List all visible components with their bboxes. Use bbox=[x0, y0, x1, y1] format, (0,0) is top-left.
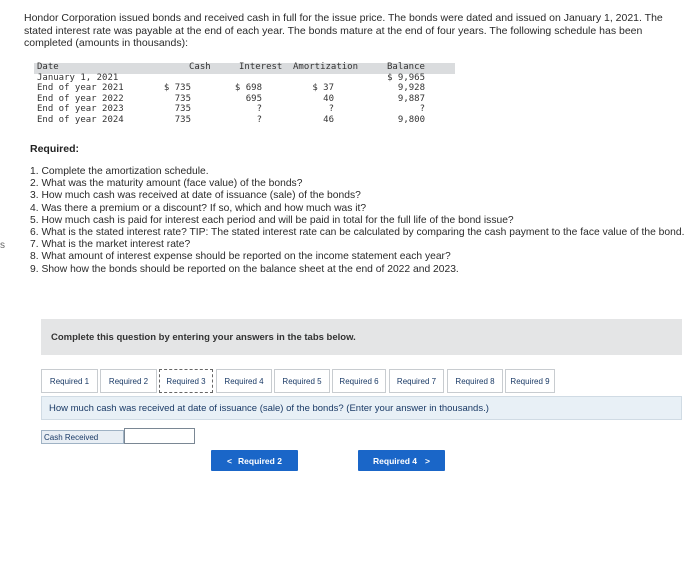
chevron-right-icon: > bbox=[424, 455, 430, 466]
question-item: 2. What was the maturity amount (face value) of the bonds? bbox=[30, 178, 303, 190]
cash-received-label: Cash Received bbox=[41, 430, 124, 444]
schedule-cell-cash: 735 bbox=[174, 93, 191, 104]
schedule-cell-amortization: 46 bbox=[323, 114, 334, 125]
schedule-cell-balance: $ 9,965 bbox=[387, 72, 425, 83]
schedule-cell-balance: 9,800 bbox=[397, 114, 425, 125]
problem-intro: Hondor Corporation issued bonds and received cash in full for the issue price. The bonds were dated and issued on January 1, 2021. The stated interest rate was payable at the end of each year. The bonds mature at the end of four years. The following schedule has been completed (amounts in thousands): bbox=[24, 12, 663, 49]
tab-required-3[interactable]: Required 3 bbox=[159, 369, 213, 393]
instruction-banner bbox=[41, 319, 682, 355]
header-balance: Balance bbox=[387, 62, 425, 72]
tab-bar bbox=[41, 369, 682, 394]
question-item: 9. Show how the bonds should be reported on the balance sheet at the end of 2022 and 2023. bbox=[30, 263, 459, 275]
schedule-cell-date: End of year 2023 bbox=[37, 104, 124, 114]
instruction-text: Complete this question by entering your answers in the tabs below. bbox=[51, 332, 356, 343]
question-item: 5. How much cash is paid for interest each period and will be paid in total for the full life of the bond issue? bbox=[30, 214, 514, 226]
schedule-cell-balance: ? bbox=[419, 104, 425, 114]
tab-required-9[interactable]: Required 9 bbox=[505, 369, 555, 393]
schedule-cell-amortization: 40 bbox=[323, 93, 334, 104]
header-amortization: Amortization bbox=[293, 62, 359, 72]
prompt-text: How much cash was received at date of issuance (sale) of the bonds? (Enter your answer in thousands.) bbox=[49, 403, 489, 414]
header-cash: Cash bbox=[189, 62, 211, 72]
question-item: 4. Was there a premium or a discount? If so, which and how much was it? bbox=[30, 202, 367, 214]
required-title: Required: bbox=[30, 143, 80, 155]
tab-required-1[interactable]: Required 1 bbox=[41, 369, 98, 393]
next-button-label: Required 4 bbox=[373, 455, 417, 466]
prev-required-2-button[interactable] bbox=[211, 450, 298, 471]
margin-mark: s bbox=[0, 240, 5, 251]
next-required-4-button[interactable] bbox=[358, 450, 445, 471]
question-item: 3. How much cash was received at date of issuance (sale) of the bonds? bbox=[30, 190, 361, 202]
schedule-cell-interest: 695 bbox=[245, 93, 262, 104]
schedule-cell-date: January 1, 2021 bbox=[37, 72, 119, 83]
schedule-cell-interest: ? bbox=[256, 104, 262, 114]
schedule-cell-interest: ? bbox=[256, 114, 262, 125]
question-list bbox=[30, 166, 690, 276]
schedule-cell-balance: 9,928 bbox=[397, 83, 425, 93]
header-date: Date bbox=[37, 62, 59, 72]
question-prompt bbox=[41, 396, 682, 420]
schedule-cell-balance: 9,887 bbox=[397, 93, 425, 104]
question-item: 7. What is the market interest rate? bbox=[30, 239, 191, 251]
schedule-cell-cash: 735 bbox=[174, 114, 191, 125]
schedule-cell-date: End of year 2022 bbox=[37, 93, 124, 104]
tab-required-7[interactable]: Required 7 bbox=[389, 369, 444, 393]
schedule-cell-date: End of year 2024 bbox=[37, 114, 124, 125]
schedule-cell-date: End of year 2021 bbox=[37, 83, 124, 93]
header-interest: Interest bbox=[239, 62, 283, 72]
cash-received-input[interactable] bbox=[124, 428, 195, 444]
schedule-cell-amortization: $ 37 bbox=[312, 83, 334, 93]
schedule-cell-cash: $ 735 bbox=[163, 83, 191, 93]
prev-button-label: Required 2 bbox=[238, 455, 282, 466]
tab-required-2[interactable]: Required 2 bbox=[100, 369, 157, 393]
schedule-cell-amortization: ? bbox=[328, 104, 334, 114]
tab-required-6[interactable]: Required 6 bbox=[332, 369, 386, 393]
question-item: 6. What is the stated interest rate? TIP: The stated interest rate can be calculated by comparing the cash payment to the face value of the bond. bbox=[30, 227, 685, 239]
chevron-left-icon: < bbox=[227, 455, 233, 466]
question-item: 1. Complete the amortization schedule. bbox=[30, 166, 209, 177]
question-item: 8. What amount of interest expense should be reported on the income statement each year? bbox=[30, 251, 451, 263]
schedule-cell-cash: 735 bbox=[174, 104, 191, 114]
schedule-cell-interest: $ 698 bbox=[234, 83, 262, 93]
tab-required-8[interactable]: Required 8 bbox=[447, 369, 503, 393]
tab-required-4[interactable]: Required 4 bbox=[216, 369, 272, 393]
tab-required-5[interactable]: Required 5 bbox=[274, 369, 330, 393]
